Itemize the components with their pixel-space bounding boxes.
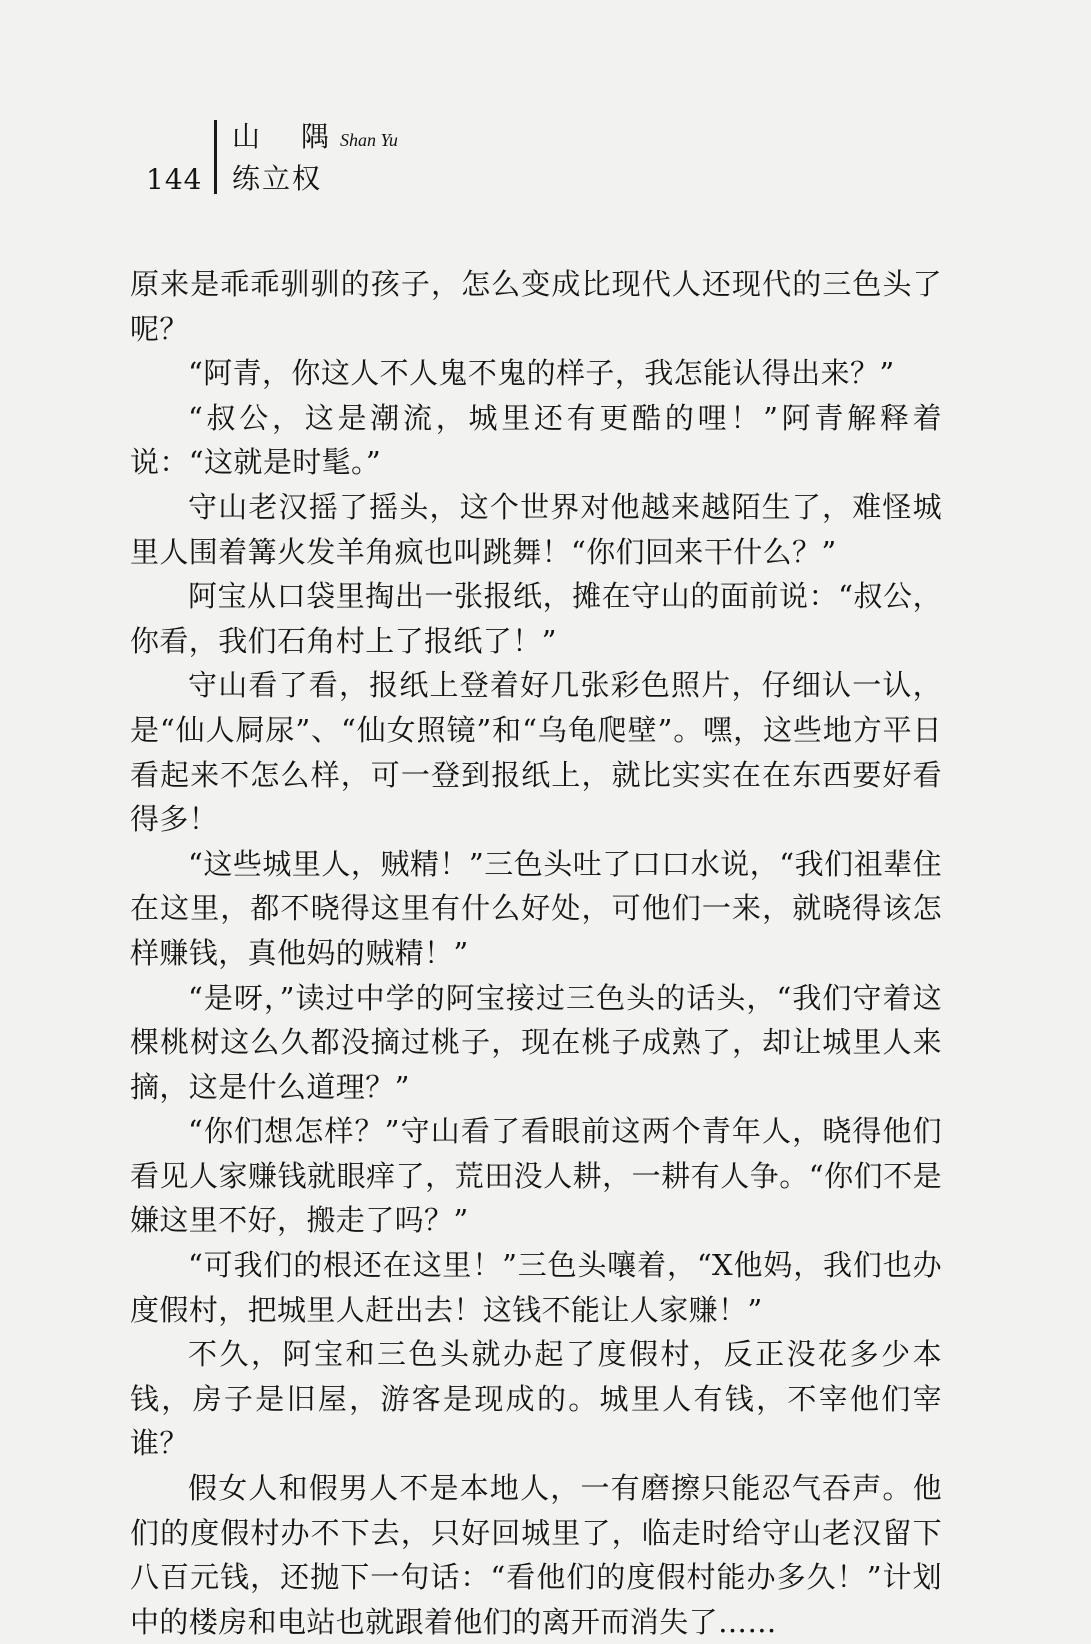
paragraph: 假女人和假男人不是本地人，一有磨擦只能忍气吞声。他们的度假村办不下去，只好回城里了，临走时给守山老汉留下八百元钱，还抛下一句话：“看他们的度假村能办多久！”计划中的楼房和电站也就跟着他们的离开而消失了…… [130,1471,942,1639]
body-text [130,262,942,1644]
paragraph: “叔公，这是潮流，城里还有更酷的哩！”阿青解释着说：“这就是时髦。” [130,400,942,480]
page-number: 144 [146,163,203,196]
author-name: 练立权 [232,162,323,195]
paragraph: 守山看了看，报纸上登着好几张彩色照片，仔细认一认，是“仙人屙尿”、“仙女照镜”和“乌龟爬壁”。嘿，这些地方平日看起来不怎么样，可一登到报纸上，就比实实在在东西要好看得多！ [130,668,942,837]
paragraph: “你们想怎样？”守山看了看眼前这两个青年人，晓得他们看见人家赚钱就眼痒了，荒田没人耕，一耕有人争。“你们不是嫌这里不好，搬走了吗？” [130,1114,942,1238]
paragraph: 阿宝从口袋里掏出一张报纸，摊在守山的面前说：“叔公，你看，我们石角村上了报纸了！” [130,579,942,658]
header-divider [214,120,217,194]
paragraph: 守山老汉摇了摇头，这个世界对他越来越陌生了，难怪城里人围着篝火发羊角疯也叫跳舞！“你们回来干什么？” [130,489,942,569]
paragraph: 不久，阿宝和三色头就办起了度假村，反正没花多少本钱，房子是旧屋，游客是现成的。城里人有钱，不宰他们宰谁？ [130,1337,942,1461]
book-title: 山 隅 [232,120,345,153]
book-title-pinyin: Shan Yu [340,130,398,150]
paragraph: 原来是乖乖驯驯的孩子，怎么变成比现代人还现代的三色头了呢？ [130,267,942,346]
paragraph: “是呀，”读过中学的阿宝接过三色头的话头，“我们守着这棵桃树这么久都没摘过桃子，现在桃子成熟了，却让城里人来摘，这是什么道理？” [130,980,942,1104]
paragraph: “这些城里人，贼精！”三色头吐了口口水说，“我们祖辈住在这里，都不晓得这里有什么好处，可他们一来，就晓得该怎样赚钱，真他妈的贼精！” [130,846,942,970]
paragraph: “阿青，你这人不人鬼不鬼的样子，我怎能认得出来？” [188,356,895,391]
paragraph: “可我们的根还在这里！”三色头嚷着，“X他妈，我们也办度假村，把城里人赶出去！这钱不能让人家赚！” [130,1248,942,1327]
